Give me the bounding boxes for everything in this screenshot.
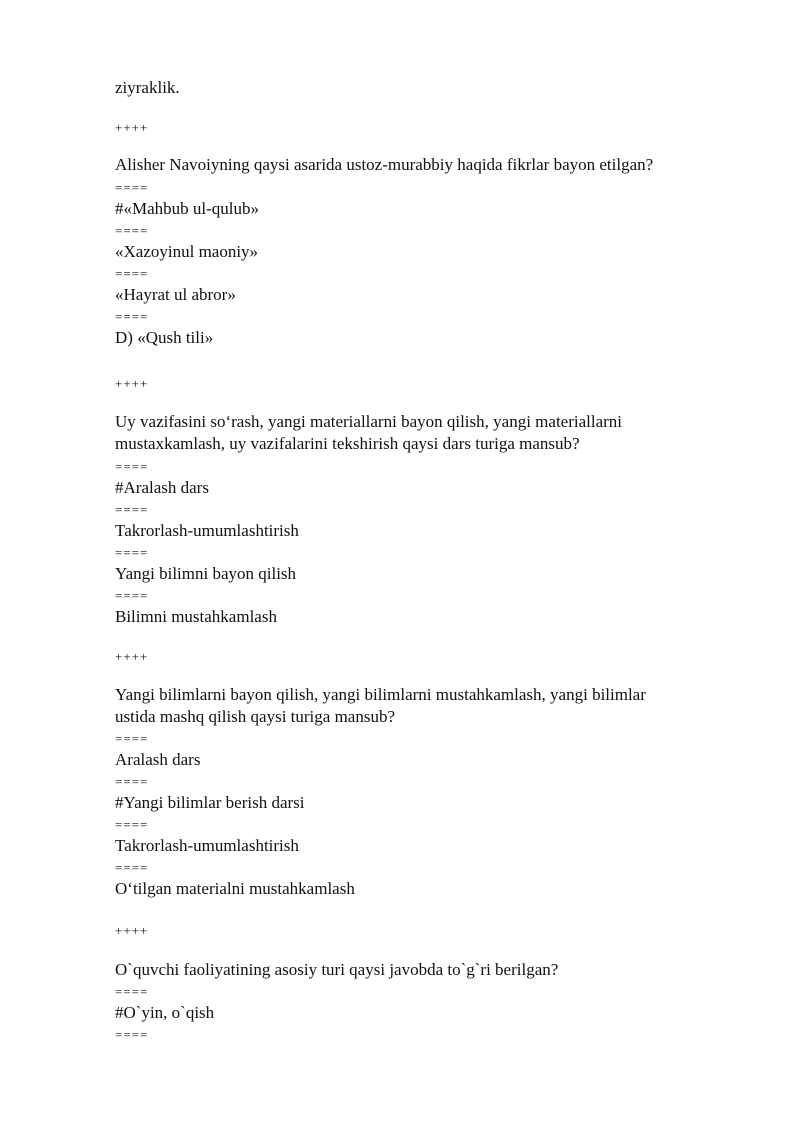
option-separator: ==== <box>115 266 149 281</box>
answer-option: «Xazoyinul maoniy» <box>115 242 259 261</box>
question-marker: ++++ <box>115 923 149 938</box>
option-separator: ==== <box>115 1027 149 1042</box>
answer-option: #«Mahbub ul-qulub» <box>115 199 260 218</box>
answer-option: #O`yin, o`qish <box>115 1003 215 1022</box>
option-separator: ==== <box>115 731 149 746</box>
answer-option: #Yangi bilimlar berish darsi <box>115 793 305 812</box>
option-separator: ==== <box>115 860 149 875</box>
option-separator: ==== <box>115 984 149 999</box>
intro-text: ziyraklik. <box>115 78 180 97</box>
question-marker: ++++ <box>115 649 149 664</box>
option-separator: ==== <box>115 459 149 474</box>
answer-option: D) «Qush tili» <box>115 328 214 347</box>
answer-option: #Aralash dars <box>115 478 209 497</box>
answer-option: «Hayrat ul abror» <box>115 285 236 304</box>
answer-option: Takrorlash-umumlashtirish <box>115 521 299 540</box>
answer-option: Yangi bilimni bayon qilish <box>115 564 297 583</box>
option-separator: ==== <box>115 817 149 832</box>
option-separator: ==== <box>115 774 149 789</box>
option-separator: ==== <box>115 588 149 603</box>
question-marker: ++++ <box>115 120 149 135</box>
answer-option: Bilimni mustahkamlash <box>115 607 277 626</box>
question-marker: ++++ <box>115 376 149 391</box>
option-separator: ==== <box>115 545 149 560</box>
question-text-line: mustaxkamlash, uy vazifalarini tekshirish qaysi dars turiga mansub? <box>115 434 580 453</box>
answer-option: O‘tilgan materialni mustahkamlash <box>115 879 355 898</box>
question-text: O`quvchi faoliyatining asosiy turi qaysi javobda to`g`ri berilgan? <box>115 960 559 979</box>
option-separator: ==== <box>115 223 149 238</box>
option-separator: ==== <box>115 180 149 195</box>
option-separator: ==== <box>115 502 149 517</box>
question-text-line: Yangi bilimlarni bayon qilish, yangi bilimlarni mustahkamlash, yangi bilimlar <box>115 685 646 704</box>
question-text-line: ustida mashq qilish qaysi turiga mansub? <box>115 707 395 726</box>
question-text-line: Uy vazifasini so‘rash, yangi materiallarni bayon qilish, yangi materiallarni <box>115 412 623 431</box>
option-separator: ==== <box>115 309 149 324</box>
question-text: Alisher Navoiyning qaysi asarida ustoz-murabbiy haqida fikrlar bayon etilgan? <box>115 155 654 174</box>
answer-option: Takrorlash-umumlashtirish <box>115 836 299 855</box>
answer-option: Aralash dars <box>115 750 201 769</box>
